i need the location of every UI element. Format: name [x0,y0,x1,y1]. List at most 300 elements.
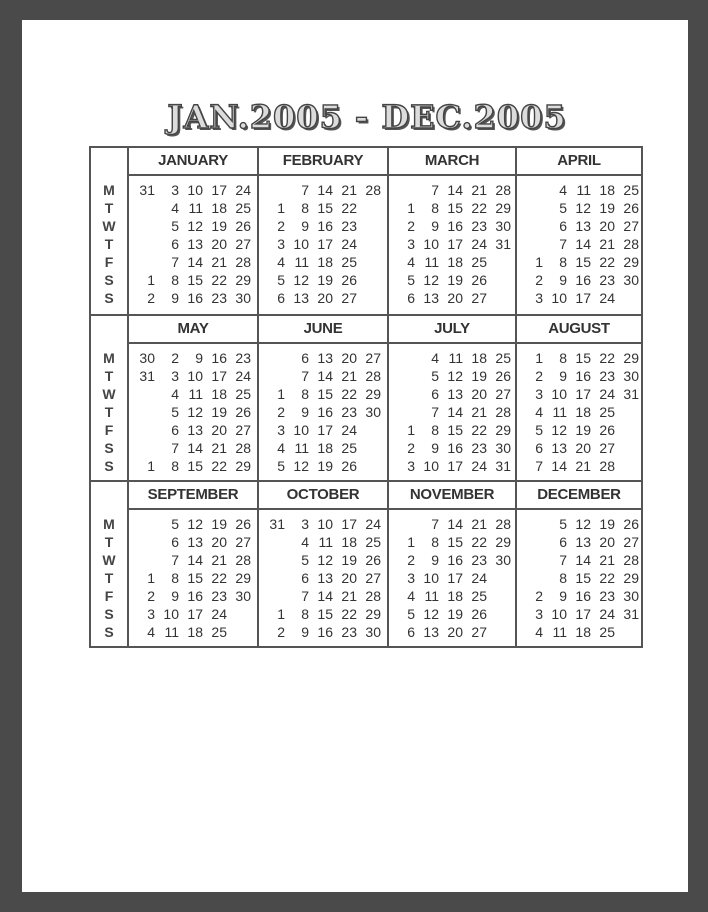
date-cell: 19 [447,272,463,288]
date-cell: 20 [211,534,227,550]
date-cell: 25 [599,404,615,420]
date-cell: 1 [535,350,543,366]
date-cell: 18 [575,404,591,420]
date-cell: 3 [277,236,285,252]
date-cell: 13 [293,290,309,306]
date-cell: 6 [301,350,309,366]
date-cell: 17 [187,606,203,622]
date-cell: 21 [599,236,615,252]
date-cell: 29 [365,606,381,622]
date-cell: 17 [317,236,333,252]
date-cell: 29 [623,254,639,270]
date-cell: 14 [317,182,333,198]
date-cell: 17 [447,458,463,474]
date-cell: 16 [575,588,591,604]
date-cell: 30 [495,552,511,568]
date-cell: 26 [235,516,251,532]
date-cell: 3 [301,516,309,532]
date-cell: 22 [471,422,487,438]
date-cell: 11 [424,254,439,270]
date-cell: 16 [575,272,591,288]
date-cell: 30 [495,218,511,234]
month-name: FEBRUARY [259,148,387,176]
date-cell: 19 [575,422,591,438]
date-cell: 13 [187,534,203,550]
date-cell: 25 [365,534,381,550]
date-cell: 27 [471,624,487,640]
date-cell: 15 [187,570,203,586]
date-cell: 21 [211,254,227,270]
date-cell: 23 [341,624,357,640]
date-cell: 7 [559,236,567,252]
date-cell: 31 [623,606,639,622]
date-cell: 14 [187,254,203,270]
date-cell: 2 [171,350,179,366]
date-cell: 11 [164,624,179,640]
weekday-letter: T [104,404,114,420]
date-cell: 11 [294,440,309,456]
date-cell: 17 [317,422,333,438]
date-cell: 27 [471,290,487,306]
date-cell: 16 [187,588,203,604]
date-cell: 27 [623,534,639,550]
date-cell: 9 [559,368,567,384]
date-cell: 12 [423,606,439,622]
date-cell: 20 [341,350,357,366]
date-cell: 7 [301,182,309,198]
date-cell: 19 [599,200,615,216]
date-cell: 6 [171,236,179,252]
date-cell: 28 [623,552,639,568]
date-cell: 12 [447,368,463,384]
date-cell: 8 [431,534,439,550]
month-november [389,482,517,648]
weekday-letter: S [104,272,114,288]
date-cell: 25 [471,254,487,270]
month-name: MAY [129,316,257,344]
date-cell: 2 [407,552,415,568]
date-cell: 5 [171,404,179,420]
date-cell: 18 [317,440,333,456]
date-cell: 24 [471,570,487,586]
weekday-letter: M [103,182,115,198]
quarter-row [91,314,641,482]
weekday-letter: F [104,422,114,438]
day-header-blank [91,316,129,344]
date-cell: 23 [471,218,487,234]
date-cell: 25 [599,624,615,640]
date-cell: 22 [341,606,357,622]
date-cell: 8 [431,422,439,438]
date-cell: 17 [211,368,227,384]
date-cell: 11 [188,200,203,216]
date-cell: 10 [551,386,567,402]
date-cell: 28 [235,254,251,270]
date-cell: 4 [535,404,543,420]
date-cell: 22 [599,254,615,270]
date-cell: 29 [235,570,251,586]
date-cell: 22 [211,458,227,474]
month-may [129,316,259,482]
month-december [517,482,641,648]
date-cell: 30 [623,368,639,384]
date-cell: 4 [535,624,543,640]
weekday-letter: F [104,588,114,604]
date-cell: 26 [623,200,639,216]
date-cell: 25 [211,624,227,640]
date-cell: 17 [575,290,591,306]
date-cell: 19 [447,606,463,622]
date-cell: 18 [187,624,203,640]
date-cell: 15 [447,422,463,438]
date-cell: 22 [471,200,487,216]
date-cell: 7 [171,440,179,456]
calendar-title: JAN.2005 - DEC.2005 [167,98,567,136]
date-cell: 7 [431,182,439,198]
date-cell: 5 [301,552,309,568]
date-cell: 3 [171,182,179,198]
date-cell: 19 [211,404,227,420]
date-cell: 13 [551,440,567,456]
date-cell: 12 [575,200,591,216]
date-cell: 26 [341,272,357,288]
date-cell: 11 [552,624,567,640]
calendar-grid [89,146,643,648]
date-cell: 20 [599,534,615,550]
date-cell: 18 [341,534,357,550]
date-cell: 25 [495,350,511,366]
date-cell: 21 [575,458,591,474]
date-cell: 30 [365,624,381,640]
date-cell: 2 [147,290,155,306]
date-cell: 22 [599,570,615,586]
date-cell: 29 [623,570,639,586]
date-cell: 13 [317,570,333,586]
date-cell: 25 [235,200,251,216]
date-cell: 21 [341,368,357,384]
date-cell: 9 [171,588,179,604]
date-cell: 15 [575,254,591,270]
date-cell: 6 [171,422,179,438]
date-cell: 28 [235,440,251,456]
date-cell: 2 [535,272,543,288]
date-cell: 27 [623,218,639,234]
date-cell: 29 [235,272,251,288]
weekday-letter: S [104,440,114,456]
date-cell: 14 [575,552,591,568]
date-cell: 2 [147,588,155,604]
date-cell: 2 [407,218,415,234]
date-cell: 3 [407,570,415,586]
date-cell: 18 [447,588,463,604]
weekday-letter: S [104,290,114,306]
date-cell: 17 [447,236,463,252]
date-cell: 9 [301,404,309,420]
date-cell: 21 [341,182,357,198]
month-september [129,482,259,648]
date-cell: 17 [341,516,357,532]
date-cell: 21 [211,552,227,568]
date-cell: 1 [407,422,415,438]
date-cell: 30 [495,440,511,456]
date-cell: 12 [551,422,567,438]
weekday-column [91,176,129,314]
weekday-letter: M [103,350,115,366]
date-cell: 23 [471,552,487,568]
date-cell: 14 [551,458,567,474]
date-cell: 12 [423,272,439,288]
date-cell: 31 [623,386,639,402]
date-cell: 21 [599,552,615,568]
date-cell: 3 [407,236,415,252]
date-cell: 7 [431,404,439,420]
date-cell: 10 [423,458,439,474]
date-cell: 25 [471,588,487,604]
date-cell: 10 [187,182,203,198]
date-cell: 6 [559,218,567,234]
date-cell: 24 [471,236,487,252]
date-cell: 2 [277,404,285,420]
date-cell: 28 [365,182,381,198]
month-name: OCTOBER [259,482,387,510]
month-october [259,482,389,648]
date-cell: 28 [365,368,381,384]
date-cell: 6 [407,624,415,640]
month-name: MARCH [389,148,515,176]
month-name: SEPTEMBER [129,482,257,510]
date-cell: 16 [447,440,463,456]
date-cell: 9 [195,350,203,366]
date-cell: 1 [407,200,415,216]
date-cell: 15 [187,272,203,288]
date-cell: 15 [575,350,591,366]
weekday-letter: S [104,606,114,622]
date-cell: 14 [317,588,333,604]
date-cell: 10 [293,236,309,252]
date-cell: 25 [623,182,639,198]
date-cell: 7 [535,458,543,474]
date-cell: 14 [575,236,591,252]
date-cell: 15 [317,606,333,622]
date-cell: 19 [599,516,615,532]
date-cell: 27 [365,350,381,366]
date-cell: 31 [495,236,511,252]
date-cell: 4 [277,254,285,270]
date-cell: 19 [211,516,227,532]
date-cell: 7 [171,552,179,568]
date-cell: 14 [447,182,463,198]
date-cell: 5 [431,368,439,384]
quarter-row [91,148,641,314]
date-cell: 1 [535,254,543,270]
date-cell: 12 [293,272,309,288]
date-cell: 26 [495,368,511,384]
date-cell: 15 [447,200,463,216]
date-cell: 11 [188,386,203,402]
date-cell: 12 [575,516,591,532]
date-cell: 1 [277,386,285,402]
date-cell: 14 [187,552,203,568]
day-header-blank [91,148,129,176]
date-cell: 13 [447,386,463,402]
date-cell: 8 [301,606,309,622]
date-cell: 18 [599,182,615,198]
date-cell: 24 [599,606,615,622]
date-cell: 24 [341,422,357,438]
date-cell: 24 [341,236,357,252]
date-cell: 30 [139,350,155,366]
date-cell: 5 [277,458,285,474]
date-cell: 24 [599,386,615,402]
date-cell: 20 [211,422,227,438]
date-cell: 29 [495,534,511,550]
date-cell: 8 [559,350,567,366]
weekday-letter: S [104,624,114,640]
date-cell: 10 [551,606,567,622]
date-cell: 11 [448,350,463,366]
date-cell: 9 [559,272,567,288]
date-cell: 9 [431,440,439,456]
date-cell: 26 [365,552,381,568]
date-cell: 31 [495,458,511,474]
date-cell: 3 [277,422,285,438]
date-cell: 1 [147,570,155,586]
date-cell: 4 [301,534,309,550]
date-cell: 14 [447,404,463,420]
date-cell: 19 [341,552,357,568]
quarter-row [91,480,641,648]
date-cell: 11 [576,182,591,198]
date-cell: 22 [211,570,227,586]
date-cell: 16 [317,218,333,234]
date-cell: 22 [341,386,357,402]
date-cell: 17 [575,386,591,402]
weekday-letter: T [104,368,114,384]
date-cell: 22 [341,200,357,216]
date-cell: 15 [317,386,333,402]
date-cell: 13 [317,350,333,366]
date-cell: 12 [317,552,333,568]
date-cell: 17 [211,182,227,198]
date-cell: 31 [139,182,155,198]
date-cell: 26 [623,516,639,532]
date-cell: 23 [599,588,615,604]
date-cell: 2 [277,218,285,234]
date-cell: 4 [559,182,567,198]
month-august [517,316,641,482]
date-cell: 4 [407,588,415,604]
date-cell: 28 [495,516,511,532]
date-cell: 4 [171,386,179,402]
date-cell: 30 [365,404,381,420]
date-cell: 20 [599,218,615,234]
weekday-letter: W [102,218,116,234]
date-cell: 2 [407,440,415,456]
date-cell: 26 [235,404,251,420]
date-cell: 19 [211,218,227,234]
date-cell: 22 [211,272,227,288]
date-cell: 15 [317,200,333,216]
date-cell: 24 [211,606,227,622]
date-cell: 15 [575,570,591,586]
date-cell: 27 [235,534,251,550]
date-cell: 24 [235,182,251,198]
date-cell: 2 [277,624,285,640]
date-cell: 12 [187,404,203,420]
date-cell: 18 [211,200,227,216]
weekday-letter: T [104,236,114,252]
date-cell: 5 [559,516,567,532]
date-cell: 3 [535,606,543,622]
date-cell: 13 [187,422,203,438]
date-cell: 13 [575,534,591,550]
date-cell: 28 [235,552,251,568]
date-cell: 27 [235,422,251,438]
date-cell: 26 [235,218,251,234]
date-cell: 8 [431,200,439,216]
month-name: NOVEMBER [389,482,515,510]
date-cell: 23 [211,588,227,604]
date-cell: 11 [552,404,567,420]
date-cell: 10 [551,290,567,306]
weekday-letter: F [104,254,114,270]
date-cell: 30 [623,588,639,604]
date-cell: 20 [211,236,227,252]
date-cell: 21 [211,440,227,456]
date-cell: 13 [575,218,591,234]
date-cell: 21 [471,516,487,532]
date-cell: 18 [471,350,487,366]
month-name: JULY [389,316,515,344]
date-cell: 1 [407,534,415,550]
date-cell: 1 [277,606,285,622]
date-cell: 23 [211,290,227,306]
date-cell: 27 [599,440,615,456]
date-cell: 8 [559,570,567,586]
date-cell: 24 [471,458,487,474]
date-cell: 5 [407,272,415,288]
date-cell: 26 [341,458,357,474]
date-cell: 27 [235,236,251,252]
date-cell: 5 [171,218,179,234]
date-cell: 6 [277,290,285,306]
month-july [389,316,517,482]
date-cell: 11 [294,254,309,270]
date-cell: 9 [301,218,309,234]
date-cell: 5 [535,422,543,438]
date-cell: 5 [277,272,285,288]
date-cell: 12 [187,218,203,234]
date-cell: 31 [139,368,155,384]
date-cell: 25 [341,254,357,270]
date-cell: 21 [471,182,487,198]
date-cell: 23 [235,350,251,366]
date-cell: 21 [341,588,357,604]
date-cell: 13 [187,236,203,252]
date-cell: 6 [301,570,309,586]
month-name: JANUARY [129,148,257,176]
date-cell: 20 [471,386,487,402]
date-cell: 27 [365,570,381,586]
date-cell: 21 [471,404,487,420]
date-cell: 23 [599,368,615,384]
date-cell: 8 [301,386,309,402]
date-cell: 3 [171,368,179,384]
date-cell: 28 [365,588,381,604]
date-cell: 9 [171,290,179,306]
date-cell: 18 [317,254,333,270]
date-cell: 2 [535,588,543,604]
